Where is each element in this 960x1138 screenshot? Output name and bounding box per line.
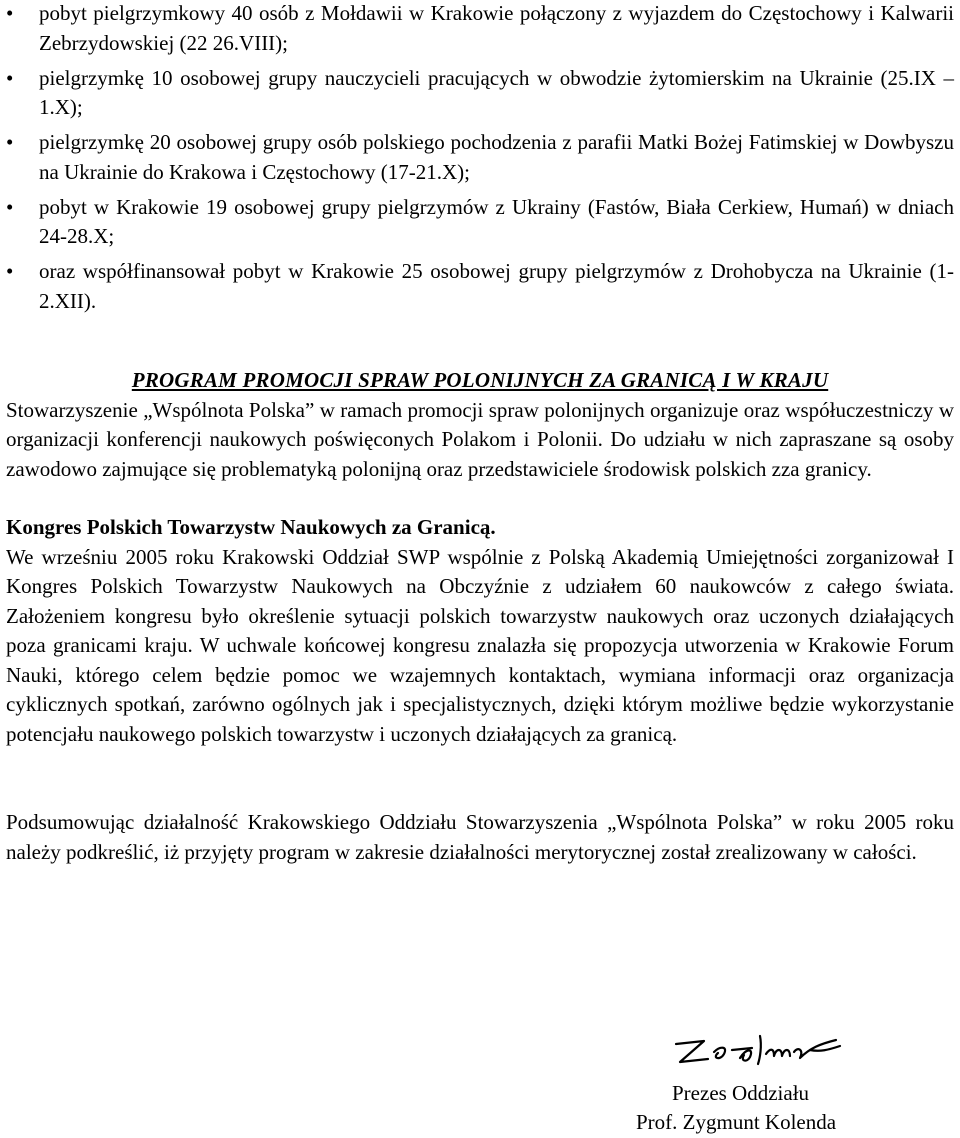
list-item-text: pielgrzymkę 20 osobowej grupy osób polskiego pochodzenia z parafii Matki Bożej Fatimskiej w Dowbyszu na Ukrainie do Krakowa i Częstochowy (17-21.X); xyxy=(39,130,954,184)
bullet-symbol: • xyxy=(6,259,14,283)
kongres-paragraph: We wrześniu 2005 roku Krakowski Oddział SWP wspólnie z Polską Akademią Umiejętności zorganizował I Kongres Polskich Towarzystw Naukowych na Obczyźnie z udziałem 60 naukowców z całego świata. Założeniem kongresu było określenie sytuacji polskich towarzystw naukowych oraz uczonych działających poza granicami kraju. W uchwale końcowej kongresu znalazła się propozycja utworzenia w Krakowie Forum Nauki, którego celem będzie pomoc we wzajemnych kontaktach, wymiana informacji oraz organizacja cyklicznych spotkań, zarówno ogólnych jak i specjalistycznych, dzięki którym możliwe będzie wykorzystanie potencjału naukowego polskich towarzystw i uczonych działających za granicą. xyxy=(6,544,954,746)
list-item xyxy=(6,193,954,252)
bullet-symbol: • xyxy=(6,1,14,25)
bullet-symbol: • xyxy=(6,65,14,90)
signature-role: Prezes Oddziału xyxy=(672,1081,810,1105)
list-item xyxy=(6,64,954,123)
list-item-text: pobyt w Krakowie 19 osobowej grupy pielgrzymów z Ukrainy (Fastów, Biała Cerkiew, Humań) w dniach 24-28.X; xyxy=(39,194,954,248)
list-item xyxy=(6,128,954,187)
list-item-text: oraz współfinansował pobyt w Krakowie 25 osobowej grupy pielgrzymów z Drohobycza na Ukrainie (1-2.XII). xyxy=(39,259,954,313)
bullet-symbol: • xyxy=(6,194,14,219)
handwritten-signature-icon xyxy=(670,1028,845,1078)
kongres-heading: Kongres Polskich Towarzystw Naukowych za Granicą. xyxy=(6,515,496,539)
list-item xyxy=(6,0,954,58)
program-paragraph: Stowarzyszenie „Wspólnota Polska” w ramach promocji spraw polonijnych organizuje oraz współuczestniczy w organizacji konferencji naukowych poświęconych Polakom i Polonii. Do udziału w nich zapraszane są osoby zawodowo zajmujące się problematyką polonijną oraz przedstawiciele środowisk polskich zza granicy. xyxy=(6,397,954,481)
list-item-text: pielgrzymkę 10 osobowej grupy nauczycieli pracujących w obwodzie żytomierskim na Ukrainie (25.IX – 1.X); xyxy=(39,65,954,119)
program-section-title: PROGRAM PROMOCJI SPRAW POLONIJNYCH ZA GRANICĄ I W KRAJU xyxy=(131,368,829,392)
document-page xyxy=(6,0,954,867)
summary-paragraph: Podsumowując działalność Krakowskiego Oddziału Stowarzyszenia „Wspólnota Polska” w roku 2005 roku należy podkreślić, iż przyjęty program w zakresie działalności merytorycznej został zrealizowany w całości. xyxy=(6,810,954,864)
signature-name: Prof. Zygmunt Kolenda xyxy=(636,1110,837,1134)
list-item xyxy=(6,257,954,316)
bullet-symbol: • xyxy=(6,130,14,154)
list-item-text: pobyt pielgrzymkowy 40 osób z Mołdawii w Krakowie połączony z wyjazdem do Częstochowy i Kalwarii Zebrzydowskiej (22 26.VIII); xyxy=(39,1,954,55)
pilgrimage-list xyxy=(6,0,954,316)
